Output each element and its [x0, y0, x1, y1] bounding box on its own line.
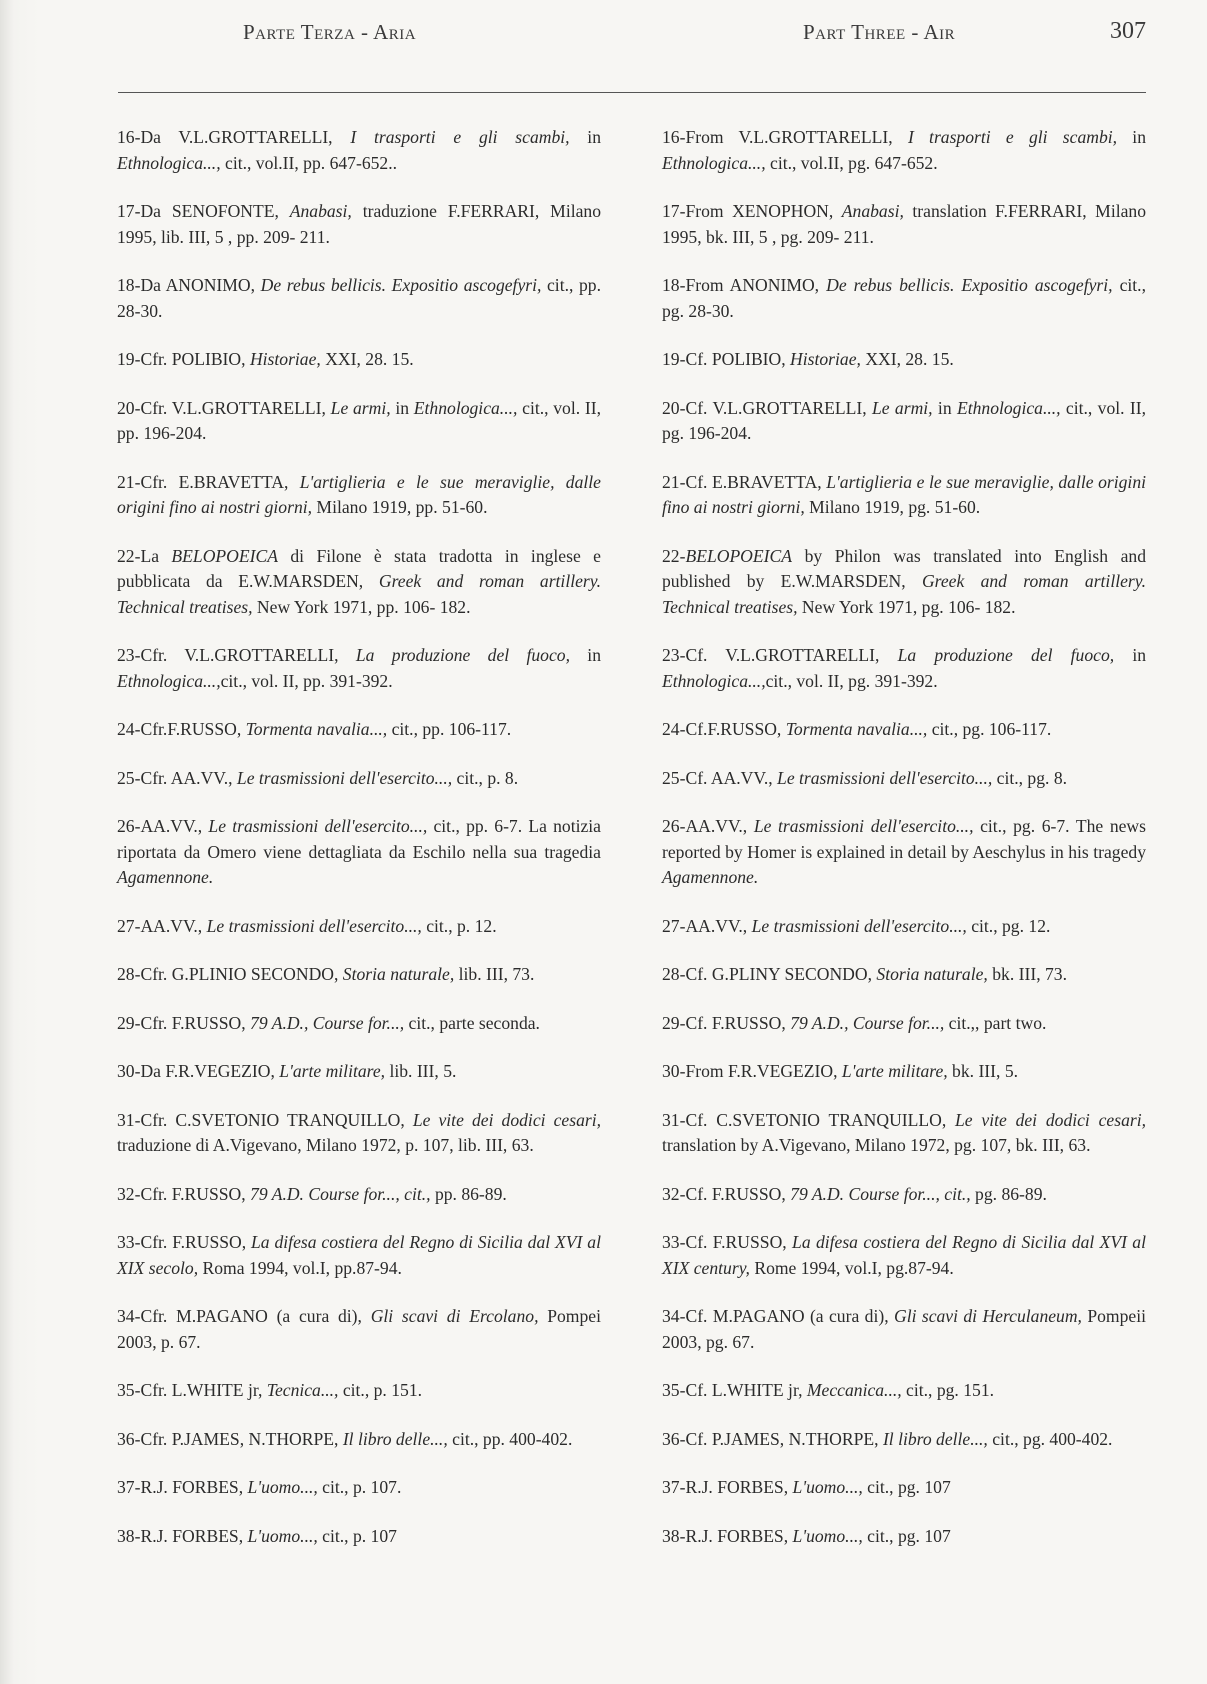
footnote-37: [117, 1475, 601, 1501]
footnote-title: Agamennone.: [662, 867, 759, 887]
footnote-29: [662, 1011, 1146, 1037]
page-number: 307: [1110, 18, 1146, 44]
footnote-title: De rebus bellicis. Expositio ascogefyri,: [260, 275, 542, 295]
footnote-title: La produzione del fuoco,: [897, 645, 1115, 665]
footnote-number: 22: [117, 545, 135, 566]
footnote-text: -Cf.F.RUSSO,: [679, 719, 786, 739]
footnote-number: 27: [662, 915, 680, 936]
footnote-35: [117, 1378, 601, 1404]
footnote-text: by Philon was translated into English and published by E.W.MARSDEN,: [662, 545, 1146, 591]
footnote-number: 22: [662, 545, 680, 566]
footnote-text: cit., vol. II, pp. 196-204.: [117, 397, 601, 443]
footnote-title: Le armi,: [330, 397, 391, 418]
footnote-17: [117, 199, 601, 250]
footnote-number: 37: [117, 1477, 135, 1497]
footnote-text: cit., pg. 6-7. The news reported by Homer is explained in detail by Aeschylus in his tragedy: [662, 816, 1146, 862]
footnote-38: [662, 1524, 1146, 1550]
footnote-text: cit., pg. 107: [862, 1525, 951, 1546]
footnote-title: Il libro delle...,: [882, 1428, 988, 1449]
footnote-title: La produzione del fuoco,: [355, 645, 570, 665]
footnote-number: 28: [662, 964, 680, 984]
footnote-text: -R.J. FORBES,: [679, 1477, 793, 1497]
footnote-title: Le vite dei dodici cesari,: [955, 1109, 1146, 1130]
footnote-19: [662, 347, 1146, 373]
footnote-text: translation F.FERRARI, Milano 1995, bk. III, 5 , pg. 209- 211.: [662, 201, 1146, 247]
footnote-36: [662, 1427, 1146, 1453]
notes-column-italian: [117, 125, 601, 1572]
footnote-text: cit.,, part two.: [944, 1012, 1047, 1033]
footnote-text: -From V.L.GROTTARELLI,: [679, 127, 908, 147]
footnote-title: 79 A.D. Course for..., cit.,: [790, 1183, 971, 1204]
footnote-number: 21: [117, 471, 135, 492]
footnote-title: Le trasmissioni dell'esercito...,: [751, 915, 967, 936]
footnote-title: Ethnologica...,: [662, 670, 766, 691]
footnote-number: 24: [117, 719, 135, 739]
footnote-text: New York 1971, pg. 106- 182.: [797, 596, 1016, 617]
footnote-title: Historiae,: [790, 349, 861, 369]
footnote-title: Gli scavi di Herculaneum,: [893, 1306, 1082, 1326]
footnote-title: 79 A.D., Course for...,: [790, 1012, 945, 1033]
footnote-text: -Cfr. M.PAGANO (a cura di),: [134, 1306, 371, 1326]
footnote-text: -Cfr. F.RUSSO,: [134, 1012, 251, 1033]
footnote-text: traduzione F.FERRARI, Milano 1995, lib. III, 5 , pp. 209- 211.: [117, 201, 601, 247]
footnote-27: [117, 914, 601, 940]
footnote-number: 30: [117, 1061, 135, 1081]
footnote-25: [117, 766, 601, 792]
footnote-number: 26: [662, 816, 680, 836]
footnote-number: 29: [117, 1012, 135, 1033]
footnote-title: De rebus bellicis. Expositio ascogefyri,: [826, 275, 1113, 295]
footnote-22: [117, 544, 601, 621]
footnote-title: L'uomo...,: [247, 1525, 318, 1546]
footnote-text: cit., vol. II, pp. 391-392.: [220, 670, 393, 691]
footnote-text: Rome 1994, vol.I, pg.87-94.: [749, 1257, 954, 1278]
footnote-26: [662, 814, 1146, 891]
footnote-31: [662, 1108, 1146, 1159]
footnote-text: translation by A.Vigevano, Milano 1972, pg. 107, bk. III, 63.: [662, 1135, 1091, 1155]
footnote-number: 19: [117, 349, 135, 369]
footnote-16: [662, 125, 1146, 176]
footnote-34: [117, 1304, 601, 1355]
footnote-title: La difesa costiera del Regno di Sicilia dal XVI al XIX century,: [662, 1232, 1146, 1278]
footnote-title: Le armi,: [871, 397, 933, 418]
footnote-text: cit., vol. II, pg. 391-392.: [765, 670, 938, 691]
footnote-text: di Filone è stata tradotta in inglese e pubblicata da E.W.MARSDEN,: [117, 545, 601, 591]
footnote-text: lib. III, 5.: [385, 1061, 457, 1081]
footnote-29: [117, 1011, 601, 1037]
footnote-text: -Cf. V.L.GROTTARELLI,: [679, 397, 872, 418]
footnote-number: 16: [117, 127, 135, 147]
footnote-30: [662, 1059, 1146, 1085]
footnote-title: Tormenta navalia...,: [785, 719, 928, 739]
footnote-text: -Cf. F.RUSSO,: [679, 1012, 791, 1033]
footnote-text: -Cfr. F.RUSSO,: [134, 1183, 251, 1204]
footnote-number: 36: [117, 1428, 135, 1449]
footnote-text: -Cf. C.SVETONIO TRANQUILLO,: [679, 1109, 956, 1130]
footnote-text: -Cfr. V.L.GROTTARELLI,: [134, 645, 356, 665]
footnote-text: bk. III, 73.: [987, 964, 1067, 984]
footnote-text: Pompei 2003, p. 67.: [117, 1306, 601, 1352]
footnote-title: L'artiglieria e le sue meraviglie, dalle origini fino ai nostri giorni,: [117, 471, 601, 517]
footnote-number: 38: [662, 1525, 680, 1546]
footnote-number: 29: [662, 1012, 680, 1033]
footnote-title: I trasporti e gli scambi,: [907, 127, 1118, 147]
footnote-number: 23: [662, 645, 680, 665]
footnote-number: 37: [662, 1477, 680, 1497]
footnote-24: [662, 717, 1146, 743]
footnote-text: cit., pg. 106-117.: [927, 719, 1052, 739]
footnote-title: Le trasmissioni dell'esercito...,: [753, 816, 974, 836]
footnote-title: Le trasmissioni dell'esercito...,: [208, 816, 428, 836]
footnote-text: -AA.VV.,: [679, 915, 752, 936]
footnote-text: cit., pp. 6-7. La notizia riportata da Omero viene dettagliata da Eschilo nella sua tragedia: [117, 816, 601, 862]
footnote-text: -Cf. L.WHITE jr,: [679, 1380, 807, 1400]
footnote-number: 26: [117, 816, 135, 836]
footnote-37: [662, 1475, 1146, 1501]
running-header-italian: Parte Terza - Aria: [243, 20, 417, 44]
footnote-number: 38: [117, 1525, 135, 1546]
footnote-26: [117, 814, 601, 891]
footnote-number: 31: [662, 1109, 680, 1130]
footnote-title: Tormenta navalia...,: [245, 719, 388, 739]
footnote-title: 79 A.D., Course for...,: [250, 1012, 405, 1033]
footnote-36: [117, 1427, 601, 1453]
footnote-number: 18: [662, 275, 680, 295]
footnote-24: [117, 717, 601, 743]
footnote-title: Le vite dei dodici cesari,: [412, 1109, 601, 1130]
footnote-text: cit., pg. 107: [862, 1477, 951, 1497]
footnote-number: 25: [662, 767, 680, 788]
footnote-number: 18: [117, 275, 135, 295]
footnote-number: 21: [662, 471, 680, 492]
footnote-title: Tecnica...,: [266, 1380, 339, 1400]
footnote-text: -Da SENOFONTE,: [134, 201, 290, 221]
footnote-title: I trasporti e gli scambi,: [350, 127, 570, 147]
footnote-text: cit., pg. 12.: [966, 915, 1051, 936]
footnote-title: Agamennone.: [117, 867, 214, 887]
footnote-number: 17: [662, 201, 680, 221]
footnote-title: Ethnologica...,: [117, 670, 221, 691]
footnote-20: [662, 396, 1146, 447]
footnote-title: BELOPOEICA: [171, 545, 278, 566]
footnote-number: 36: [662, 1428, 680, 1449]
footnote-20: [117, 396, 601, 447]
footnote-23: [662, 643, 1146, 694]
footnote-33: [662, 1230, 1146, 1281]
footnote-text: -Cfr. F.RUSSO,: [134, 1232, 252, 1252]
footnote-23: [117, 643, 601, 694]
footnote-text: Pompeii 2003, pg. 67.: [662, 1306, 1146, 1352]
footnote-text: in: [390, 397, 414, 418]
footnote-text: -Cf. AA.VV.,: [679, 767, 778, 788]
footnote-text: in: [569, 645, 601, 665]
footnote-text: -Da F.R.VEGEZIO,: [134, 1061, 280, 1081]
footnote-title: L'arte militare,: [841, 1061, 948, 1081]
footnote-title: Ethnologica...,: [662, 152, 766, 173]
footnote-title: Ethnologica...,: [956, 397, 1061, 418]
footnote-35: [662, 1378, 1146, 1404]
footnote-text: -Cfr. AA.VV.,: [134, 767, 237, 788]
footnote-text: -Cfr. POLIBIO,: [134, 349, 250, 369]
footnote-text: cit., p. 151.: [338, 1380, 423, 1400]
footnote-text: in: [1117, 127, 1146, 147]
footnote-title: L'arte militare,: [279, 1061, 386, 1081]
footnote-title: Greek and roman artillery. Technical treatises,: [117, 571, 601, 617]
footnote-text: in: [1114, 645, 1146, 665]
footnote-text: -Cf. F.RUSSO,: [679, 1232, 793, 1252]
footnote-34: [662, 1304, 1146, 1355]
footnote-18: [117, 273, 601, 324]
footnote-number: 30: [662, 1061, 680, 1081]
footnote-text: Roma 1994, vol.I, pp.87-94.: [198, 1257, 402, 1278]
footnote-title: La difesa costiera del Regno di Sicilia dal XVI al XIX secolo,: [117, 1232, 601, 1278]
footnote-text: -From ANONIMO,: [679, 275, 827, 295]
footnote-text: -Cf. F.RUSSO,: [679, 1183, 791, 1204]
footnote-28: [117, 962, 601, 988]
footnote-number: 32: [662, 1183, 680, 1204]
footnote-text: -From F.R.VEGEZIO,: [679, 1061, 842, 1081]
footnote-32: [117, 1182, 601, 1208]
footnote-text: -AA.VV.,: [679, 816, 754, 836]
footnote-title: Greek and roman artillery. Technical treatises,: [662, 571, 1146, 617]
footnote-title: Storia naturale,: [876, 964, 988, 984]
footnote-text: XXI, 28. 15.: [860, 349, 954, 369]
footnote-text: -Da ANONIMO,: [134, 275, 261, 295]
footnote-number: 33: [117, 1232, 135, 1252]
footnote-number: 16: [662, 127, 680, 147]
footnote-text: -Cf. V.L.GROTTARELLI,: [679, 645, 898, 665]
footnote-number: 20: [117, 397, 135, 418]
footnote-text: cit., parte seconda.: [404, 1012, 540, 1033]
footnote-text: in: [932, 397, 957, 418]
footnote-number: 17: [117, 201, 135, 221]
footnote-text: -Cfr. C.SVETONIO TRANQUILLO,: [134, 1109, 413, 1130]
footnote-text: in: [569, 127, 601, 147]
footnote-text: -: [679, 545, 686, 566]
footnote-title: L'artiglieria e le sue meraviglie, dalle origini fino ai nostri giorni,: [662, 471, 1146, 517]
footnote-number: 20: [662, 397, 680, 418]
notes-column-english: [662, 125, 1146, 1572]
footnote-text: -Cfr. E.BRAVETTA,: [134, 471, 300, 492]
footnote-21: [662, 470, 1146, 521]
footnote-text: -Cfr. G.PLINIO SECONDO,: [134, 964, 343, 984]
footnote-text: -Cf. G.PLINY SECONDO,: [679, 964, 877, 984]
footnote-title: Le trasmissioni dell'esercito...,: [777, 767, 993, 788]
footnote-title: L'uomo...,: [792, 1477, 863, 1497]
footnote-number: 34: [662, 1306, 680, 1326]
footnote-text: -AA.VV.,: [134, 915, 207, 936]
footnote-text: -Cf. POLIBIO,: [679, 349, 791, 369]
footnote-number: 35: [662, 1380, 680, 1400]
footnote-text: bk. III, 5.: [947, 1061, 1019, 1081]
footnote-text: -Cf. E.BRAVETTA,: [679, 471, 827, 492]
footnote-title: Storia naturale,: [342, 964, 455, 984]
footnote-text: cit., vol.II, pp. 647-652..: [220, 152, 398, 173]
footnote-title: Ethnologica...,: [413, 397, 518, 418]
footnote-number: 34: [117, 1306, 135, 1326]
footnote-title: 79 A.D. Course for..., cit.,: [250, 1183, 431, 1204]
footnote-number: 32: [117, 1183, 135, 1204]
footnote-38: [117, 1524, 601, 1550]
footnote-number: 31: [117, 1109, 135, 1130]
footnote-number: 33: [662, 1232, 680, 1252]
footnote-title: Le trasmissioni dell'esercito...,: [206, 915, 422, 936]
footnote-text: cit., p. 107: [317, 1525, 397, 1546]
footnote-text: cit., vol.II, pg. 647-652.: [765, 152, 938, 173]
footnote-text: cit., pg. 8.: [992, 767, 1068, 788]
footnote-16: [117, 125, 601, 176]
footnote-title: L'uomo...,: [247, 1477, 318, 1497]
footnote-title: Il libro delle...,: [342, 1428, 448, 1449]
footnote-title: L'uomo...,: [792, 1525, 863, 1546]
header-rule: [118, 92, 1146, 93]
footnote-text: -Cfr. V.L.GROTTARELLI,: [134, 397, 331, 418]
footnote-text: -Da V.L.GROTTARELLI,: [134, 127, 351, 147]
footnote-title: BELOPOEICA: [685, 545, 792, 566]
footnote-text: XXI, 28. 15.: [320, 349, 414, 369]
footnote-number: 28: [117, 964, 135, 984]
footnote-text: -Cf. P.JAMES, N.THORPE,: [679, 1428, 883, 1449]
footnote-title: Anabasi,: [289, 201, 352, 221]
footnote-text: cit., vol. II, pg. 196-204.: [662, 397, 1147, 443]
footnote-title: Meccanica...,: [806, 1380, 902, 1400]
footnote-text: pp. 86-89.: [430, 1183, 507, 1204]
footnote-text: lib. III, 73.: [454, 964, 535, 984]
footnote-text: cit., pg. 400-402.: [987, 1428, 1113, 1449]
footnote-text: cit., p. 107.: [317, 1477, 402, 1497]
footnote-text: cit., pp. 106-117.: [387, 719, 512, 739]
footnote-32: [662, 1182, 1146, 1208]
footnote-text: cit., p. 12.: [421, 915, 497, 936]
footnote-text: -Cfr. P.JAMES, N.THORPE,: [134, 1428, 343, 1449]
footnote-text: traduzione di A.Vigevano, Milano 1972, p. 107, lib. III, 63.: [117, 1135, 534, 1155]
footnote-17: [662, 199, 1146, 250]
footnote-text: -R.J. FORBES,: [134, 1477, 248, 1497]
footnote-title: Gli scavi di Ercolano,: [370, 1306, 539, 1326]
footnote-text: New York 1971, pp. 106- 182.: [252, 596, 471, 617]
footnote-number: 19: [662, 349, 680, 369]
footnote-text: -Cfr. L.WHITE jr,: [134, 1380, 267, 1400]
footnote-text: -AA.VV.,: [134, 816, 209, 836]
footnote-number: 24: [662, 719, 680, 739]
footnote-21: [117, 470, 601, 521]
footnote-text: pg. 86-89.: [970, 1183, 1047, 1204]
footnote-title: Anabasi,: [841, 201, 904, 221]
footnote-text: -Cfr.F.RUSSO,: [134, 719, 246, 739]
footnote-text: cit., p. 8.: [452, 767, 519, 788]
running-header-english: Part Three - Air: [803, 20, 956, 44]
footnote-text: -R.J. FORBES,: [679, 1525, 793, 1546]
footnote-text: cit., pp. 28-30.: [117, 275, 601, 321]
footnote-text: -La: [134, 545, 172, 566]
footnote-text: cit., pp. 400-402.: [447, 1428, 573, 1449]
footnote-28: [662, 962, 1146, 988]
footnote-text: -Cf. M.PAGANO (a cura di),: [679, 1306, 894, 1326]
footnote-30: [117, 1059, 601, 1085]
footnote-number: 35: [117, 1380, 135, 1400]
footnote-text: cit., pg. 28-30.: [662, 275, 1146, 321]
footnote-text: Milano 1919, pp. 51-60.: [312, 497, 488, 517]
footnote-title: Le trasmissioni dell'esercito...,: [236, 767, 453, 788]
footnote-27: [662, 914, 1146, 940]
footnote-text: Milano 1919, pg. 51-60.: [804, 497, 981, 517]
footnote-33: [117, 1230, 601, 1281]
footnote-text: cit., pg. 151.: [901, 1380, 995, 1400]
footnote-25: [662, 766, 1146, 792]
footnote-number: 23: [117, 645, 135, 665]
footnote-number: 25: [117, 767, 135, 788]
footnote-18: [662, 273, 1146, 324]
footnote-title: Ethnologica...,: [117, 152, 221, 173]
footnote-19: [117, 347, 601, 373]
footnote-22: [662, 544, 1146, 621]
footnote-number: 27: [117, 915, 135, 936]
footnote-title: Historiae,: [249, 349, 321, 369]
footnote-text: -R.J. FORBES,: [134, 1525, 248, 1546]
footnote-text: -From XENOPHON,: [679, 201, 842, 221]
footnote-31: [117, 1108, 601, 1159]
